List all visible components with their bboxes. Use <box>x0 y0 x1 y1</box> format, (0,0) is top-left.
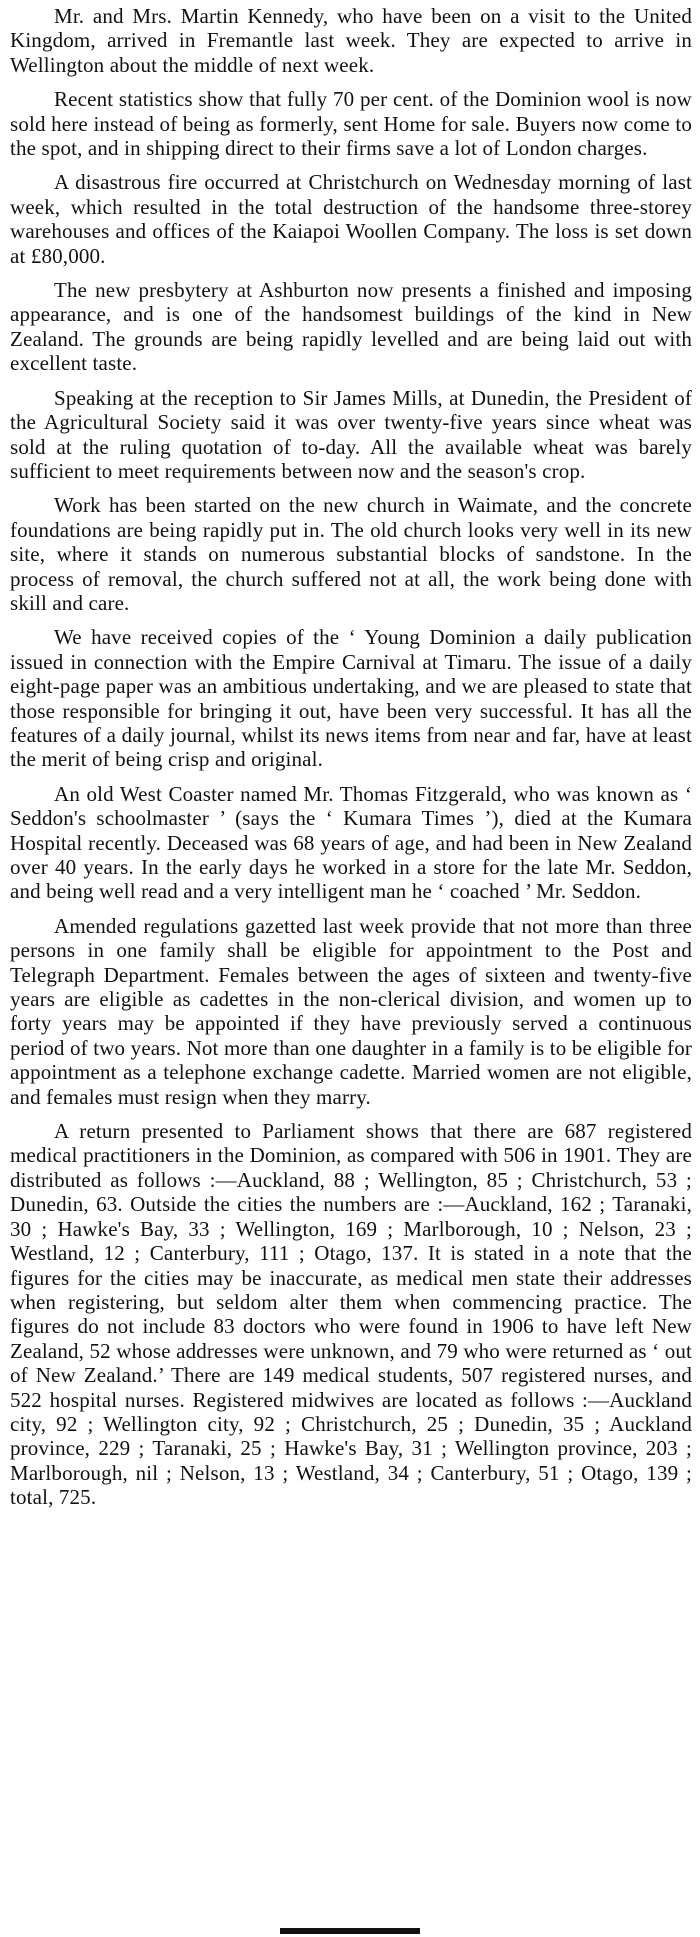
news-item-kennedy-return: Mr. and Mrs. Martin Kennedy, who have been on a visit to the United Kingdom, arrived in Fremantle last week. They are expected to arrive in Wellington about the middle of next week. <box>10 4 692 77</box>
news-item-fitzgerald-obituary: An old West Coaster named Mr. Thomas Fitzgerald, who was known as ‘ Seddon's schoolmaster ’ (says the ‘ Kumara Times ’), died at the Kumara Hospital recently. Deceased was 68 years of age, and had been in New Zealand over 40 years. In the early days he worked in a store for the late Mr. Seddon, and being well read and a very intelligent man he ‘ coached ’ Mr. Seddon. <box>10 781 692 904</box>
news-item-wheat-reception: Speaking at the reception to Sir James Mills, at Dunedin, the President of the Agricultural Society said it was over twenty-five years since wheat was sold at the ruling quotation of to-day. All the available wheat was barely sufficient to meet requirements between now and the season's crop. <box>10 385 692 483</box>
column-end-rule <box>280 1928 420 1934</box>
news-item-waimate-church: Work has been started on the new church in Waimate, and the concrete foundations are being rapidly put in. The old church looks very well in its new site, where it stands on numerous substantial blocks of sandstone. In the process of removal, the church suffered not at all, the work being done with skill and care. <box>10 493 692 615</box>
news-item-christchurch-fire: A disastrous fire occurred at Christchurch on Wednesday morning of last week, which resulted in the total destruction of the handsome three-storey warehouses and offices of the Kaiapoi Woollen Company. The loss is set down at £80,000. <box>10 170 692 268</box>
news-item-medical-practitioners: A return presented to Parliament shows that there are 687 registered medical practitioners in the Dominion, as compared with 506 in 1901. They are distributed as follows :—Auckland, 88 ; Wellington, 85 ; Christchurch, 53 ; Dunedin, 63. Outside the cities the numbers are :—Auckland, 162 ; Taranaki, 30 ; Hawke's Bay, 33 ; Wellington, 169 ; Marlborough, 10 ; Nelson, 23 ; Westland, 12 ; Canterbury, 111 ; Otago, 137. It is stated in a note that the figures for the cities may be inaccurate, as medical men state their addresses when registering, but seldom alter them when commencing practice. The figures do not include 83 doctors who were found in 1906 to have left New Zealand, 52 whose addresses were unknown, and 79 who were returned as ‘ out of New Zealand.’ There are 149 medical students, 507 registered nurses, and 522 hospital nurses. Registered midwives are located as follows :—Auckland city, 92 ; Wellington city, 92 ; Christchurch, 25 ; Dunedin, 35 ; Auckland province, 229 ; Taranaki, 25 ; Hawke's Bay, 31 ; Wellington province, 203 ; Marlborough, nil ; Nelson, 13 ; Westland, 34 ; Canterbury, 51 ; Otago, 139 ; total, 725. <box>10 1119 692 1510</box>
news-item-young-dominion: We have received copies of the ‘ Young Dominion a daily publication issued in connection with the Empire Carnival at Timaru. The issue of a daily eight-page paper was an ambitious undertaking, and we are pleased to state that those responsible for bringing it out, have been very successful. It has all the features of a daily journal, whilst its news items from near and far, have at least the merit of being crisp and original. <box>10 625 692 772</box>
news-item-wool-statistics: Recent statistics show that fully 70 per cent. of the Dominion wool is now sold here instead of being as formerly, sent Home for sale. Buyers now come to the spot, and in shipping direct to their firms save a lot of London charges. <box>10 87 692 161</box>
news-item-ashburton-presbytery: The new presbytery at Ashburton now presents a finished and imposing appearance, and is one of the handsomest buildings of the kind in New Zealand. The grounds are being rapidly levelled and are being laid out with excellent taste. <box>10 278 692 376</box>
news-item-post-telegraph-regulations: Amended regulations gazetted last week provide that not more than three persons in one family shall be eligible for appointment to the Post and Telegraph Department. Females between the ages of sixteen and twenty-five years are eligible as cadettes in the non-clerical division, and women up to forty years may be appointed if they have previously served a continuous period of two years. Not more than one daughter in a family is to be eligible for appointment as a telephone exchange cadette. Married women are not eligible, and females must resign when they marry. <box>10 913 692 1109</box>
